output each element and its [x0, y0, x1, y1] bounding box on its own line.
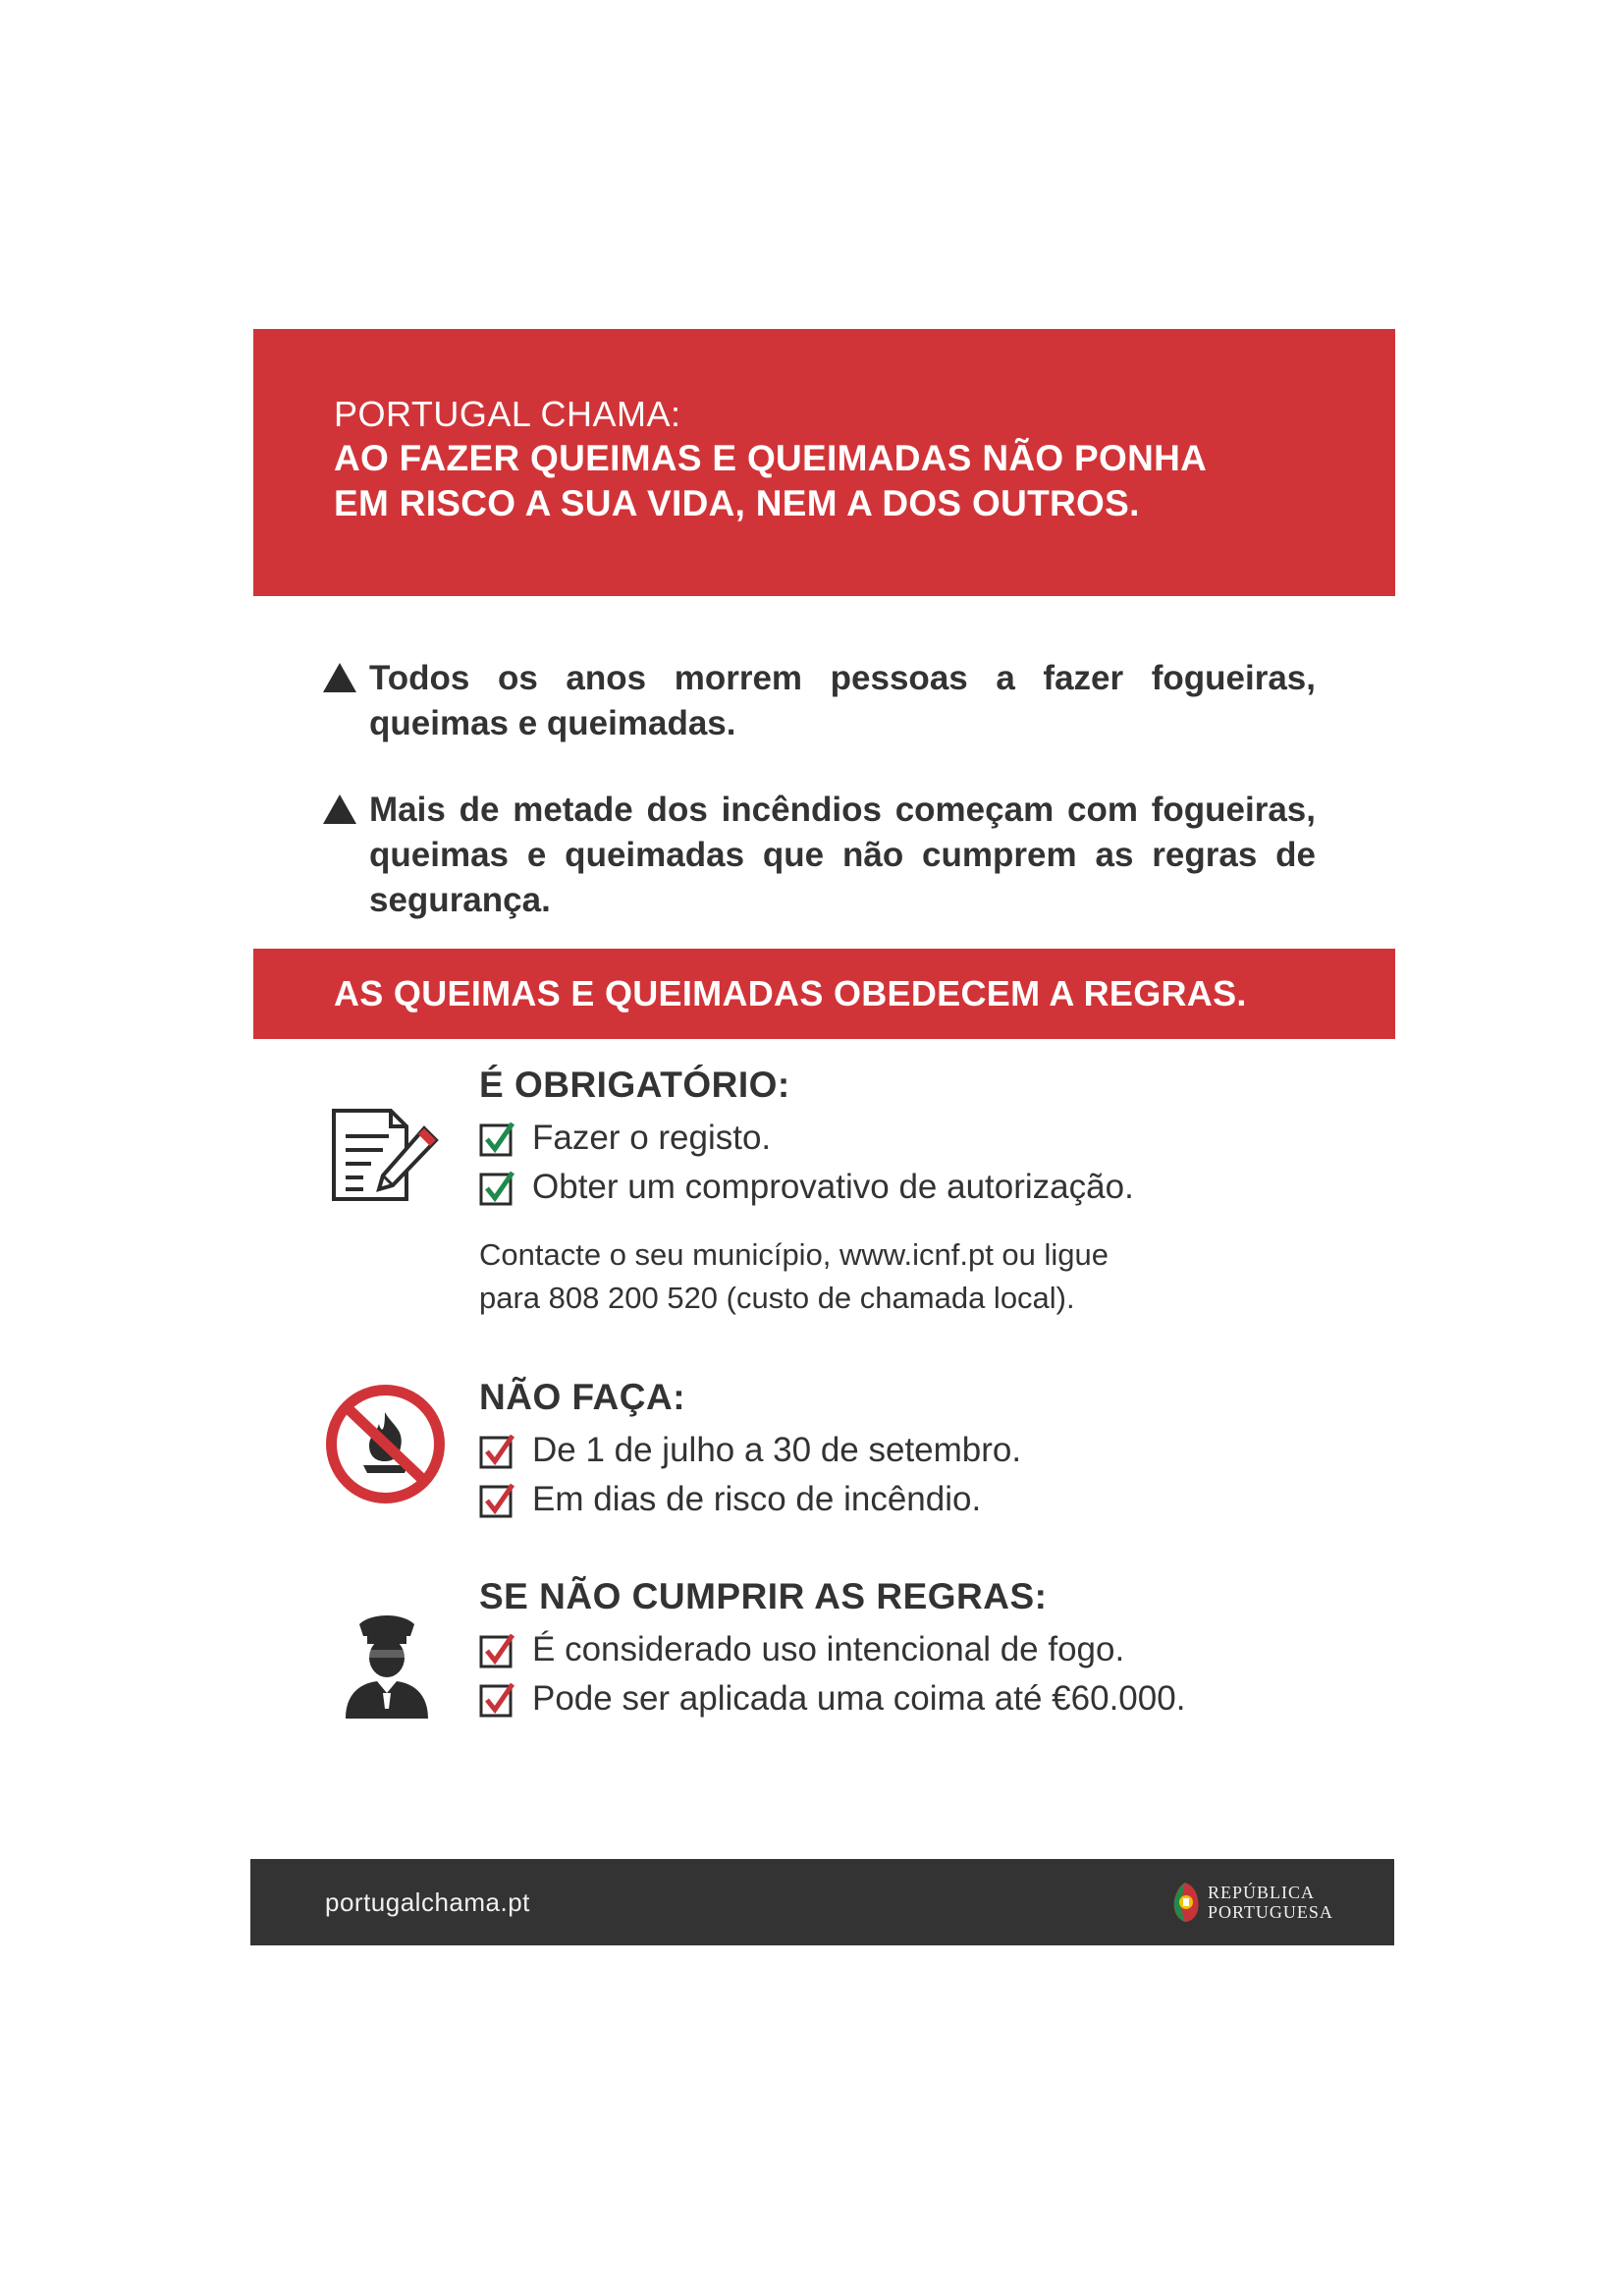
section-obrigatorio [479, 1063, 1363, 1320]
fact-text: Mais de metade dos incêndios começam com fogueiras, queimas e queimadas que não cumprem as regras de segurança. [369, 791, 1316, 919]
section-title: NÃO FAÇA: [479, 1377, 686, 1417]
fact-text: Todos os anos morrem pessoas a fazer fogueiras, queimas e queimadas. [369, 659, 1316, 742]
banner-headline-line1: AO FAZER QUEIMAS E QUEIMADAS NÃO PONHA [334, 438, 1208, 478]
checkbox-icon [479, 1169, 518, 1206]
item-text: É considerado uso intencional de fogo. [532, 1630, 1125, 1668]
form-pencil-icon [330, 1107, 440, 1203]
checkbox-icon [479, 1120, 518, 1157]
section-title: É OBRIGATÓRIO: [479, 1065, 790, 1105]
footer-bar [250, 1859, 1394, 1945]
logo-line2: PORTUGUESA [1208, 1902, 1333, 1922]
footer-website[interactable]: portugalchama.pt [325, 1887, 530, 1917]
police-officer-icon [342, 1611, 432, 1719]
section-nao-faca [479, 1375, 1363, 1524]
checkbox-icon [479, 1432, 518, 1469]
contact-note-line2: para 808 200 520 (custo de chamada local). [479, 1281, 1075, 1315]
banner-eyebrow: PORTUGAL CHAMA: [334, 394, 681, 434]
item-text: Obter um comprovativo de autorização. [532, 1168, 1134, 1206]
list-item [479, 1625, 1363, 1674]
section-title: SE NÃO CUMPRIR AS REGRAS: [479, 1576, 1048, 1616]
list-item [479, 1114, 1363, 1163]
facts-list [322, 656, 1316, 923]
republica-portuguesa-logo [1168, 1879, 1333, 1926]
list-item [479, 1674, 1363, 1723]
checkbox-icon [479, 1631, 518, 1668]
fact-item [322, 788, 1316, 923]
no-fire-icon [324, 1383, 447, 1505]
logo-line1: REPÚBLICA [1208, 1883, 1316, 1902]
checkbox-icon [479, 1680, 518, 1718]
checkbox-icon [479, 1481, 518, 1518]
header-banner [253, 329, 1395, 596]
contact-note [479, 1233, 1363, 1320]
item-text: Em dias de risco de incêndio. [532, 1480, 982, 1518]
item-text: De 1 de julho a 30 de setembro. [532, 1431, 1022, 1469]
rules-band: AS QUEIMAS E QUEIMADAS OBEDECEM A REGRAS. [253, 949, 1395, 1039]
republic-emblem-icon [1168, 1881, 1202, 1924]
item-text: Fazer o registo. [532, 1119, 772, 1157]
list-item [479, 1475, 1363, 1524]
fact-item [322, 656, 1316, 746]
list-item [479, 1426, 1363, 1475]
contact-note-line1: Contacte o seu município, www.icnf.pt ou ligue [479, 1237, 1109, 1272]
warning-triangle-icon [322, 793, 357, 825]
warning-triangle-icon [322, 662, 357, 693]
banner-headline-line2: EM RISCO A SUA VIDA, NEM A DOS OUTROS. [334, 483, 1140, 523]
item-text: Pode ser aplicada uma coima até €60.000. [532, 1679, 1186, 1718]
section-se-nao-cumprir [479, 1574, 1363, 1723]
list-item [479, 1163, 1363, 1212]
